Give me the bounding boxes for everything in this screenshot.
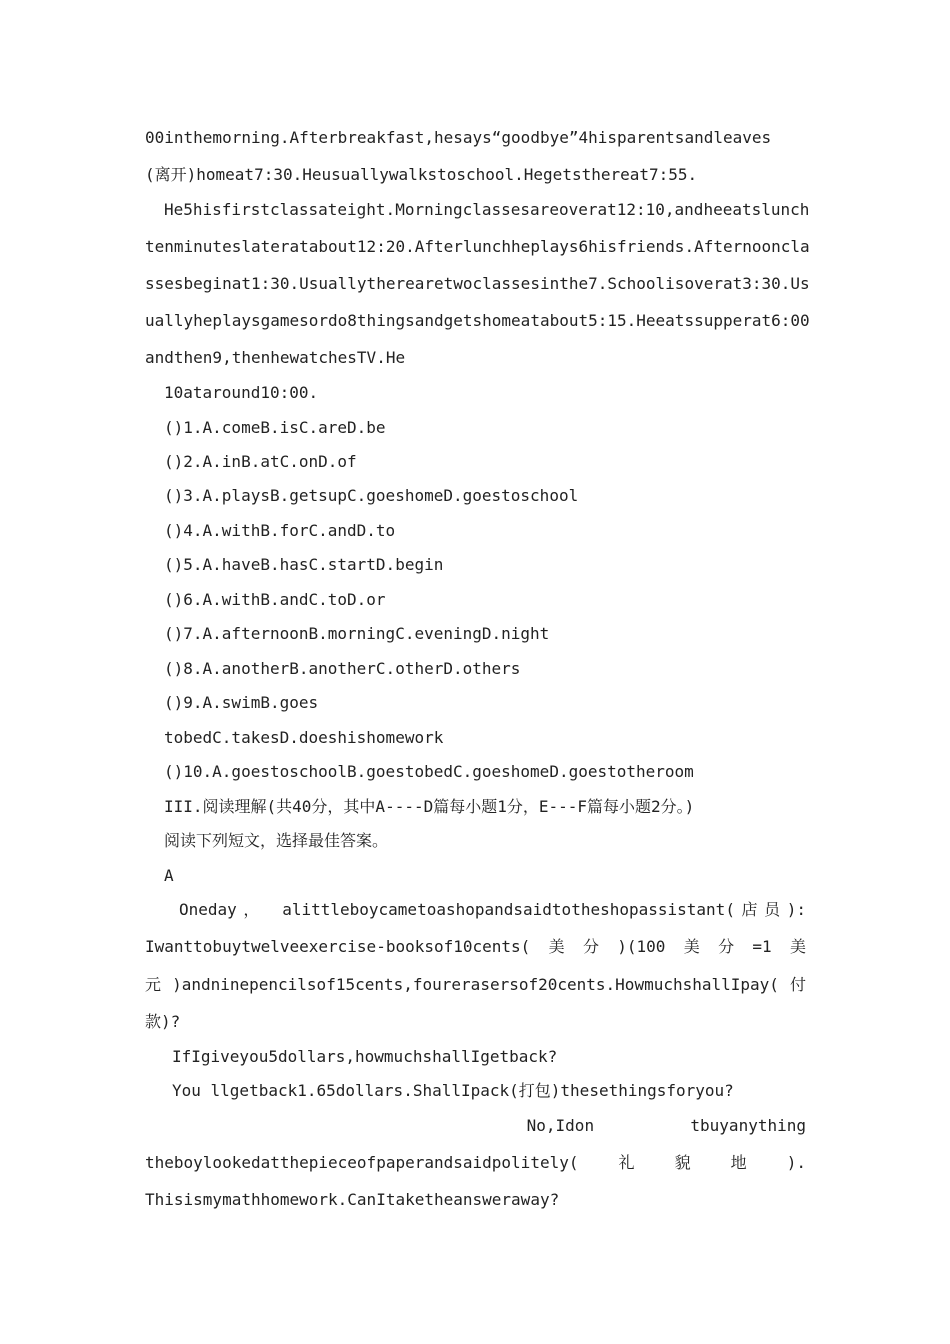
passage-text-line: Iwanttobuytwelveexercise-booksof10cents(美分)(100美分=1美 bbox=[145, 937, 806, 956]
cloze-text-line: 10ataround10:00. bbox=[164, 383, 319, 402]
section-instruction: 阅读下列短文，选择最佳答案。 bbox=[164, 831, 389, 850]
option-line: ()2.A.inB.atC.onD.of bbox=[164, 452, 357, 471]
option-line: ()1.A.comeB.isC.areD.be bbox=[164, 418, 386, 437]
cloze-text-line: He5hisfirstclassateight.Morningclassesareoverat12:10,andheeatslunch bbox=[164, 200, 810, 219]
cloze-text-line: ssesbeginat1:30.Usuallytherearetwoclassesinthe7.Schoolisoverat3:30.Us bbox=[145, 274, 810, 293]
passage-text-line: Thisismymathhomework.CanItaketheansweraway? bbox=[145, 1190, 560, 1209]
passage-text-line: You llgetback1.65dollars.ShallIpack(打包)thesethingsforyou? bbox=[172, 1081, 734, 1100]
option-line: tobedC.takesD.doeshishomework bbox=[164, 728, 444, 747]
cloze-text-line: tenminuteslateratabout12:20.Afterlunchheplays6hisfriends.Afternooncla bbox=[145, 237, 810, 256]
option-line: ()8.A.anotherB.anotherC.otherD.others bbox=[164, 659, 521, 678]
passage-text-line: Oneday， alittleboycametoashopandsaidtotheshopassistant(店员): bbox=[179, 900, 806, 919]
passage-text-line: No,Idon tbuyanything bbox=[526, 1116, 806, 1135]
cloze-text-line: 00inthemorning.Afterbreakfast,hesays“goodbye”4hisparentsandleaves bbox=[145, 128, 772, 147]
option-line: ()5.A.haveB.hasC.startD.begin bbox=[164, 555, 444, 574]
passage-text-line: 元)andninepencilsof15cents,fourerasersof20cents.HowmuchshallIpay(付 bbox=[145, 975, 806, 994]
option-line: ()3.A.playsB.getsupC.goeshomeD.goestoschool bbox=[164, 486, 579, 505]
passage-text-line: 款)? bbox=[145, 1012, 181, 1031]
passage-label: A bbox=[164, 866, 174, 885]
option-line: ()4.A.withB.forC.andD.to bbox=[164, 521, 396, 540]
cloze-text-line: uallyheplaysgamesordo8thingsandgetshomeatabout5:15.Heeatssupperat6:00 bbox=[145, 311, 810, 330]
cloze-text-line: (离开)homeat7:30.Heusuallywalkstoschool.Hegetsthereat7:55. bbox=[145, 165, 698, 184]
passage-text-line: IfIgiveyou5dollars,howmuchshallIgetback? bbox=[172, 1047, 558, 1066]
cloze-text-line: andthen9,thenhewatchesTV.He bbox=[145, 348, 406, 367]
passage-text-line: theboylookedatthepieceofpaperandsaidpolitely(礼貌地). bbox=[145, 1153, 806, 1172]
option-line: ()7.A.afternoonB.morningC.eveningD.night bbox=[164, 624, 550, 643]
option-line: ()6.A.withB.andC.toD.or bbox=[164, 590, 386, 609]
option-line: ()9.A.swimB.goes bbox=[164, 693, 319, 712]
section-heading: III.阅读理解(共40分，其中A----D篇每小题1分，E---F篇每小题2分。) bbox=[164, 797, 695, 816]
option-line: ()10.A.goestoschoolB.goestobedC.goeshomeD.goestotheroom bbox=[164, 762, 694, 781]
